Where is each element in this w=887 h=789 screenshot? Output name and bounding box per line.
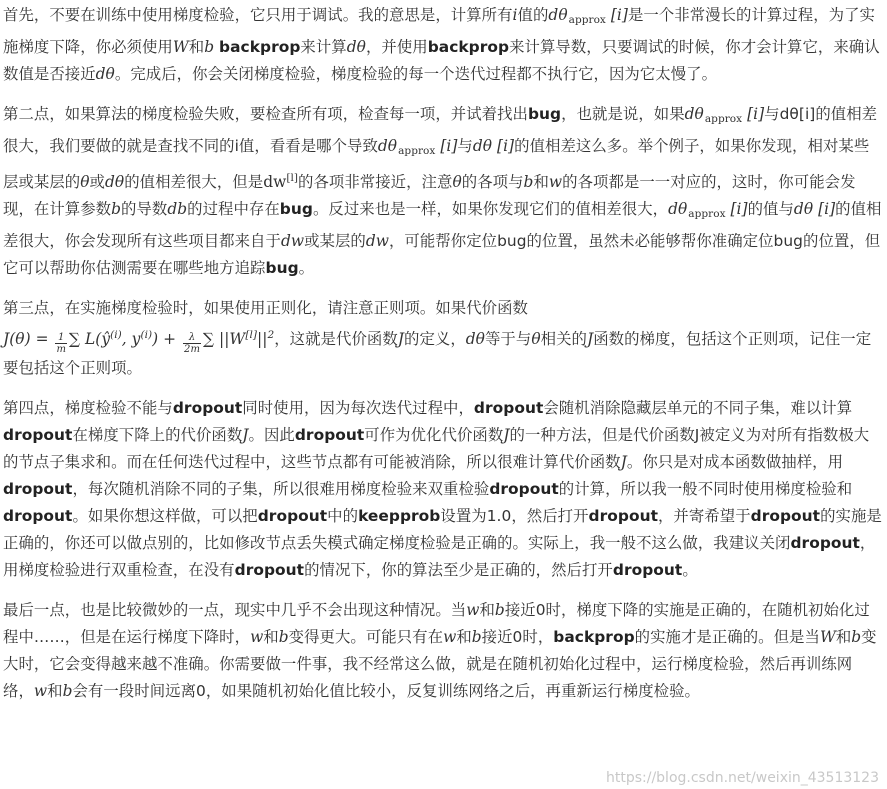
- text-run: 与: [457, 137, 473, 155]
- text-run: 的计算，所以我一般不同时使用梯度检验和: [558, 480, 853, 498]
- paragraph-5: [3, 597, 882, 705]
- math-symbol: J(θ) =: [3, 330, 54, 348]
- math-symbol: b: [62, 682, 73, 700]
- text-run: 的情况下，你的算法至少是正确的，然后打开: [304, 561, 613, 579]
- text-run: ，用梯度检验进行双重检查，在没有: [3, 534, 876, 579]
- math-expression: [472, 628, 482, 646]
- math-symbol: dθ: [684, 105, 704, 123]
- math-expression: [111, 200, 121, 218]
- math-expression: [250, 628, 263, 646]
- math-expression: [549, 173, 562, 191]
- math-expression: [548, 6, 605, 24]
- math-subscript: approx: [398, 145, 436, 157]
- math-expression: [794, 200, 835, 218]
- math-expression: [606, 6, 628, 24]
- bold-term: dropout: [3, 426, 73, 444]
- text-run: 接近0时，: [481, 628, 554, 646]
- math-symbol: dθ: [346, 38, 366, 56]
- math-expression: [263, 173, 298, 191]
- math-expression: [105, 173, 124, 191]
- text-run: 函数的梯度，包括这个正则项，记住一定要包括这个正则项。: [3, 330, 872, 377]
- math-symbol: dθ: [548, 6, 568, 24]
- math-symbol: b: [111, 200, 121, 218]
- math-superscript: [l]: [286, 172, 299, 184]
- math-symbol: ∑ L(ŷ: [69, 330, 111, 348]
- math-expression: [524, 173, 534, 191]
- text-run: 的值相差很大，但是: [124, 173, 264, 191]
- math-symbol: b: [278, 628, 289, 646]
- math-symbol: dθ: [377, 137, 398, 155]
- fraction: [183, 332, 201, 355]
- math-expression: [726, 200, 748, 218]
- text-run: ，每次随机消除不同的子集，所以很难用梯度检验来双重检验: [72, 480, 490, 498]
- text-run: 的各项非常接近，注意: [298, 173, 453, 191]
- text-run: 和: [47, 682, 63, 700]
- math-symbol: J: [242, 426, 249, 444]
- math-expression: [122, 330, 141, 348]
- text-run: 会随机消除隐藏层单元的不同子集，难以计算: [543, 399, 853, 417]
- math-expression: [820, 628, 836, 646]
- math-symbol: dw: [280, 232, 305, 250]
- math-superscript: (i): [110, 329, 122, 341]
- bold-term: dropout: [294, 426, 365, 444]
- math-subscript: approx: [568, 14, 606, 26]
- text-run: 同时使用，因为每次迭代过程中，: [242, 399, 474, 417]
- text-run: 和: [533, 173, 549, 191]
- text-run: 的过程中存在: [187, 200, 280, 218]
- text-run: ，这就是代价函数: [274, 330, 398, 348]
- bold-term: dropout: [489, 480, 559, 498]
- math-symbol: b: [204, 38, 215, 56]
- math-symbol: w: [443, 628, 457, 646]
- text-run: 。因此: [248, 426, 295, 444]
- math-symbol: J: [397, 330, 404, 348]
- bold-term: dropout: [3, 480, 73, 498]
- math-symbol: [i]: [435, 137, 458, 155]
- text-run: ，可能帮你定位bug的位置，虽然未必能够帮你准确定位bug的位置，但它可以帮助你估测需要在哪些地方追踪: [3, 232, 881, 277]
- math-expression: [452, 173, 461, 191]
- math-expression: [685, 105, 742, 123]
- text-run: 和: [835, 628, 852, 646]
- text-run: 。如果你想这样做，可以把: [72, 507, 258, 525]
- math-expression: [435, 137, 457, 155]
- text-run: 或: [89, 173, 105, 191]
- text-run: 来计算导数，只要调试的时候，你才会计算它，来确认数值是否接近: [3, 38, 880, 83]
- text-run: 的定义，: [404, 330, 466, 348]
- text-run: 的导数: [121, 200, 168, 218]
- text-run: 的各项都是一一对应的，这时，你可能会发现，在计算参数: [3, 173, 856, 218]
- paragraph-3: [3, 295, 882, 382]
- text-run: ，并寄希望于: [657, 507, 751, 525]
- math-symbol: θ: [452, 173, 462, 191]
- text-run: 中的: [327, 507, 359, 525]
- article-body: [3, 2, 882, 718]
- text-run: 第二点，如果算法的梯度检验失败，要检查所有项，检查每一项，并试着找出: [3, 105, 528, 123]
- math-expression: [851, 628, 861, 646]
- text-run: 。完成后，你会关闭梯度检验，梯度检验的每一个迭代过程都不执行它，因为它太慢了。: [114, 65, 718, 83]
- math-symbol: b: [494, 601, 505, 619]
- math-symbol: θ: [80, 173, 90, 191]
- text-run: 值的: [517, 6, 549, 24]
- paragraph-1: [3, 2, 882, 88]
- math-symbol: w: [33, 682, 48, 700]
- text-run: 会有一段时间远离0，如果随机初始化值比较小，反复训练网络之后，再重新运行梯度检验。: [72, 682, 700, 700]
- math-symbol: dw: [263, 173, 287, 191]
- text-run: 与dθ[i]的值相差很大，我们要做的就是查找不同的i值，看看是哪个导致: [3, 105, 878, 155]
- text-run: 的实施才是正确的。但是当: [634, 628, 820, 646]
- watermark-url: https://blog.csdn.net/weixin_43513123: [605, 770, 879, 786]
- math-expression: [63, 682, 73, 700]
- fraction-denominator: 2m: [184, 344, 200, 355]
- text-run: 最后一点，也是比较微妙的一点，现实中几乎不会出现这种情况。当: [3, 601, 467, 619]
- math-superscript: [l]: [245, 329, 258, 341]
- fraction: [55, 332, 67, 355]
- math-symbol: J: [503, 426, 510, 444]
- math-expression: [204, 38, 214, 56]
- math-expression: [466, 601, 479, 619]
- text-run: 和: [188, 38, 205, 56]
- math-symbol: dθ [i]: [793, 200, 836, 218]
- math-expression: [466, 330, 485, 348]
- bold-term: dropout: [257, 507, 328, 525]
- math-expression: [281, 232, 304, 250]
- bold-term: dropout: [3, 507, 73, 525]
- math-symbol: dθ: [668, 200, 688, 218]
- text-run: 。: [298, 259, 315, 277]
- math-symbol: b: [851, 628, 862, 646]
- math-symbol: dθ [i]: [472, 137, 515, 155]
- math-expression: [96, 65, 115, 83]
- text-run: 变得更大。可能只有在: [288, 628, 444, 646]
- text-run: 在梯度下降上的代价函数: [72, 426, 243, 444]
- text-run: 可作为优化代价函数: [364, 426, 504, 444]
- math-expression: [473, 137, 514, 155]
- math-expression: [443, 628, 456, 646]
- math-symbol: i: [512, 6, 518, 24]
- text-run: ，并使用: [365, 38, 428, 56]
- math-expression: [173, 38, 189, 56]
- math-symbol: db: [167, 200, 188, 218]
- math-symbol: dθ: [465, 330, 485, 348]
- paragraph-4: [3, 395, 882, 584]
- math-superscript: 2: [267, 329, 275, 341]
- math-symbol: J: [586, 330, 594, 348]
- math-expression: [3, 330, 53, 348]
- bold-term: dropout: [473, 399, 544, 417]
- paragraph-2: [3, 101, 882, 282]
- text-run: 的值与: [747, 200, 794, 218]
- math-symbol: [i]: [605, 6, 628, 24]
- bold-term: dropout: [172, 399, 243, 417]
- bold-term: bug: [265, 259, 299, 277]
- math-symbol: ||: [257, 330, 268, 348]
- bold-term: bug: [527, 105, 562, 123]
- bold-term: backprop: [553, 628, 635, 646]
- fraction-denominator: m: [56, 344, 67, 355]
- math-expression: [80, 173, 89, 191]
- math-subscript: approx: [704, 113, 743, 125]
- text-run: 和: [479, 601, 495, 619]
- text-run: 和: [456, 628, 472, 646]
- text-run: 的值相差这么多。举个例子，如果你发现，相对某些层或某层的: [3, 137, 870, 191]
- text-run: 变大时，它会变得越来越不准确。你需要做一件事，我不经常这么做，就是在随机初始化过程中，运行梯度检验，然后再训练网络，: [3, 628, 877, 700]
- fraction-numerator: λ: [183, 332, 201, 344]
- math-symbol: θ: [531, 330, 541, 348]
- math-expression: [34, 682, 47, 700]
- text-run: 的实施是正确的，你还可以做点别的，比如修改节点丢失模式确定梯度检验是正确的。实际上，我一般不这么做，我建议关闭: [3, 507, 882, 552]
- math-expression: [347, 38, 366, 56]
- text-run: 设置为1.0，然后打开: [440, 507, 589, 525]
- math-symbol: J: [620, 453, 627, 471]
- math-symbol: [i]: [742, 105, 765, 123]
- math-symbol: [i]: [725, 200, 748, 218]
- math-expression: [378, 137, 435, 155]
- math-symbol: ∑ ||W: [202, 330, 246, 348]
- math-symbol: w: [548, 173, 563, 191]
- text-run: 和: [263, 628, 279, 646]
- math-symbol: dθ: [105, 173, 125, 191]
- math-symbol: w: [250, 628, 264, 646]
- text-run: 来计算: [300, 38, 347, 56]
- text-run: 。: [682, 561, 698, 579]
- text-run: 首先，不要在训练中使用梯度检验，它只用于调试。我的意思是，计算所有: [3, 6, 513, 24]
- math-expression: [279, 628, 289, 646]
- math-expression: [366, 232, 389, 250]
- text-run: 。反过来也是一样，如果你发现它们的值相差很大，: [312, 200, 669, 218]
- text-run: 或某层的: [304, 232, 366, 250]
- bold-term: dropout: [588, 507, 658, 525]
- math-symbol: b: [471, 628, 482, 646]
- math-symbol: ) +: [152, 330, 182, 348]
- text-run: 。你只是对成本函数做抽样，用: [626, 453, 844, 471]
- math-expression: [668, 200, 725, 218]
- math-symbol: W: [819, 628, 836, 646]
- bold-term: backprop: [427, 38, 510, 56]
- math-symbol: w: [466, 601, 480, 619]
- text-run: ，也就是说，如果: [561, 105, 685, 123]
- text-run: 接近0时，梯度下降的实施是正确的，在随机初始化过程中……，但是在运行梯度下降时，: [3, 601, 870, 646]
- math-expression: [495, 601, 505, 619]
- math-expression: [69, 330, 110, 348]
- bold-term: dropout: [234, 561, 305, 579]
- math-expression: [742, 105, 764, 123]
- text-run: 是一个非常漫长的计算过程，为了实施梯度下降，你必须使用: [3, 6, 875, 56]
- math-symbol: dθ: [95, 65, 115, 83]
- text-run: 等于与: [484, 330, 532, 348]
- math-expression: [203, 330, 245, 348]
- math-symbol: dw: [365, 232, 389, 250]
- math-expression: [257, 330, 267, 348]
- fraction-numerator: 1: [55, 332, 67, 344]
- math-expression: [152, 330, 181, 348]
- bold-term: dropout: [612, 561, 683, 579]
- bold-term: bug: [279, 200, 313, 218]
- math-symbol: W: [172, 38, 189, 56]
- math-symbol: b: [523, 173, 534, 191]
- bold-term: dropout: [750, 507, 821, 525]
- math-subscript: approx: [688, 208, 726, 220]
- bold-term: keepprob: [358, 507, 441, 525]
- bold-term: backprop: [219, 38, 301, 56]
- text-run: 的值相差很大，你会发现所有这些项目都来自于: [3, 200, 882, 250]
- math-superscript: (i): [140, 329, 153, 341]
- text-run: 的各项与: [461, 173, 524, 191]
- math-symbol: , y: [121, 330, 141, 348]
- text-run: 第三点，在实施梯度检验时，如果使用正则化，请注意正则项。如果代价函数: [3, 299, 528, 317]
- text-run: 第四点，梯度检验不能与: [3, 399, 173, 417]
- text-run: 的一种方法，但是代价函数J被定义为对所有指数极大的节点子集求和。而在任何迭代过程中，这些节点都有可能被消除，所以很难计算代价函数: [3, 426, 870, 471]
- math-expression: [167, 200, 187, 218]
- text-run: 相关的: [540, 330, 587, 348]
- bold-term: dropout: [790, 534, 860, 552]
- math-expression: [531, 330, 540, 348]
